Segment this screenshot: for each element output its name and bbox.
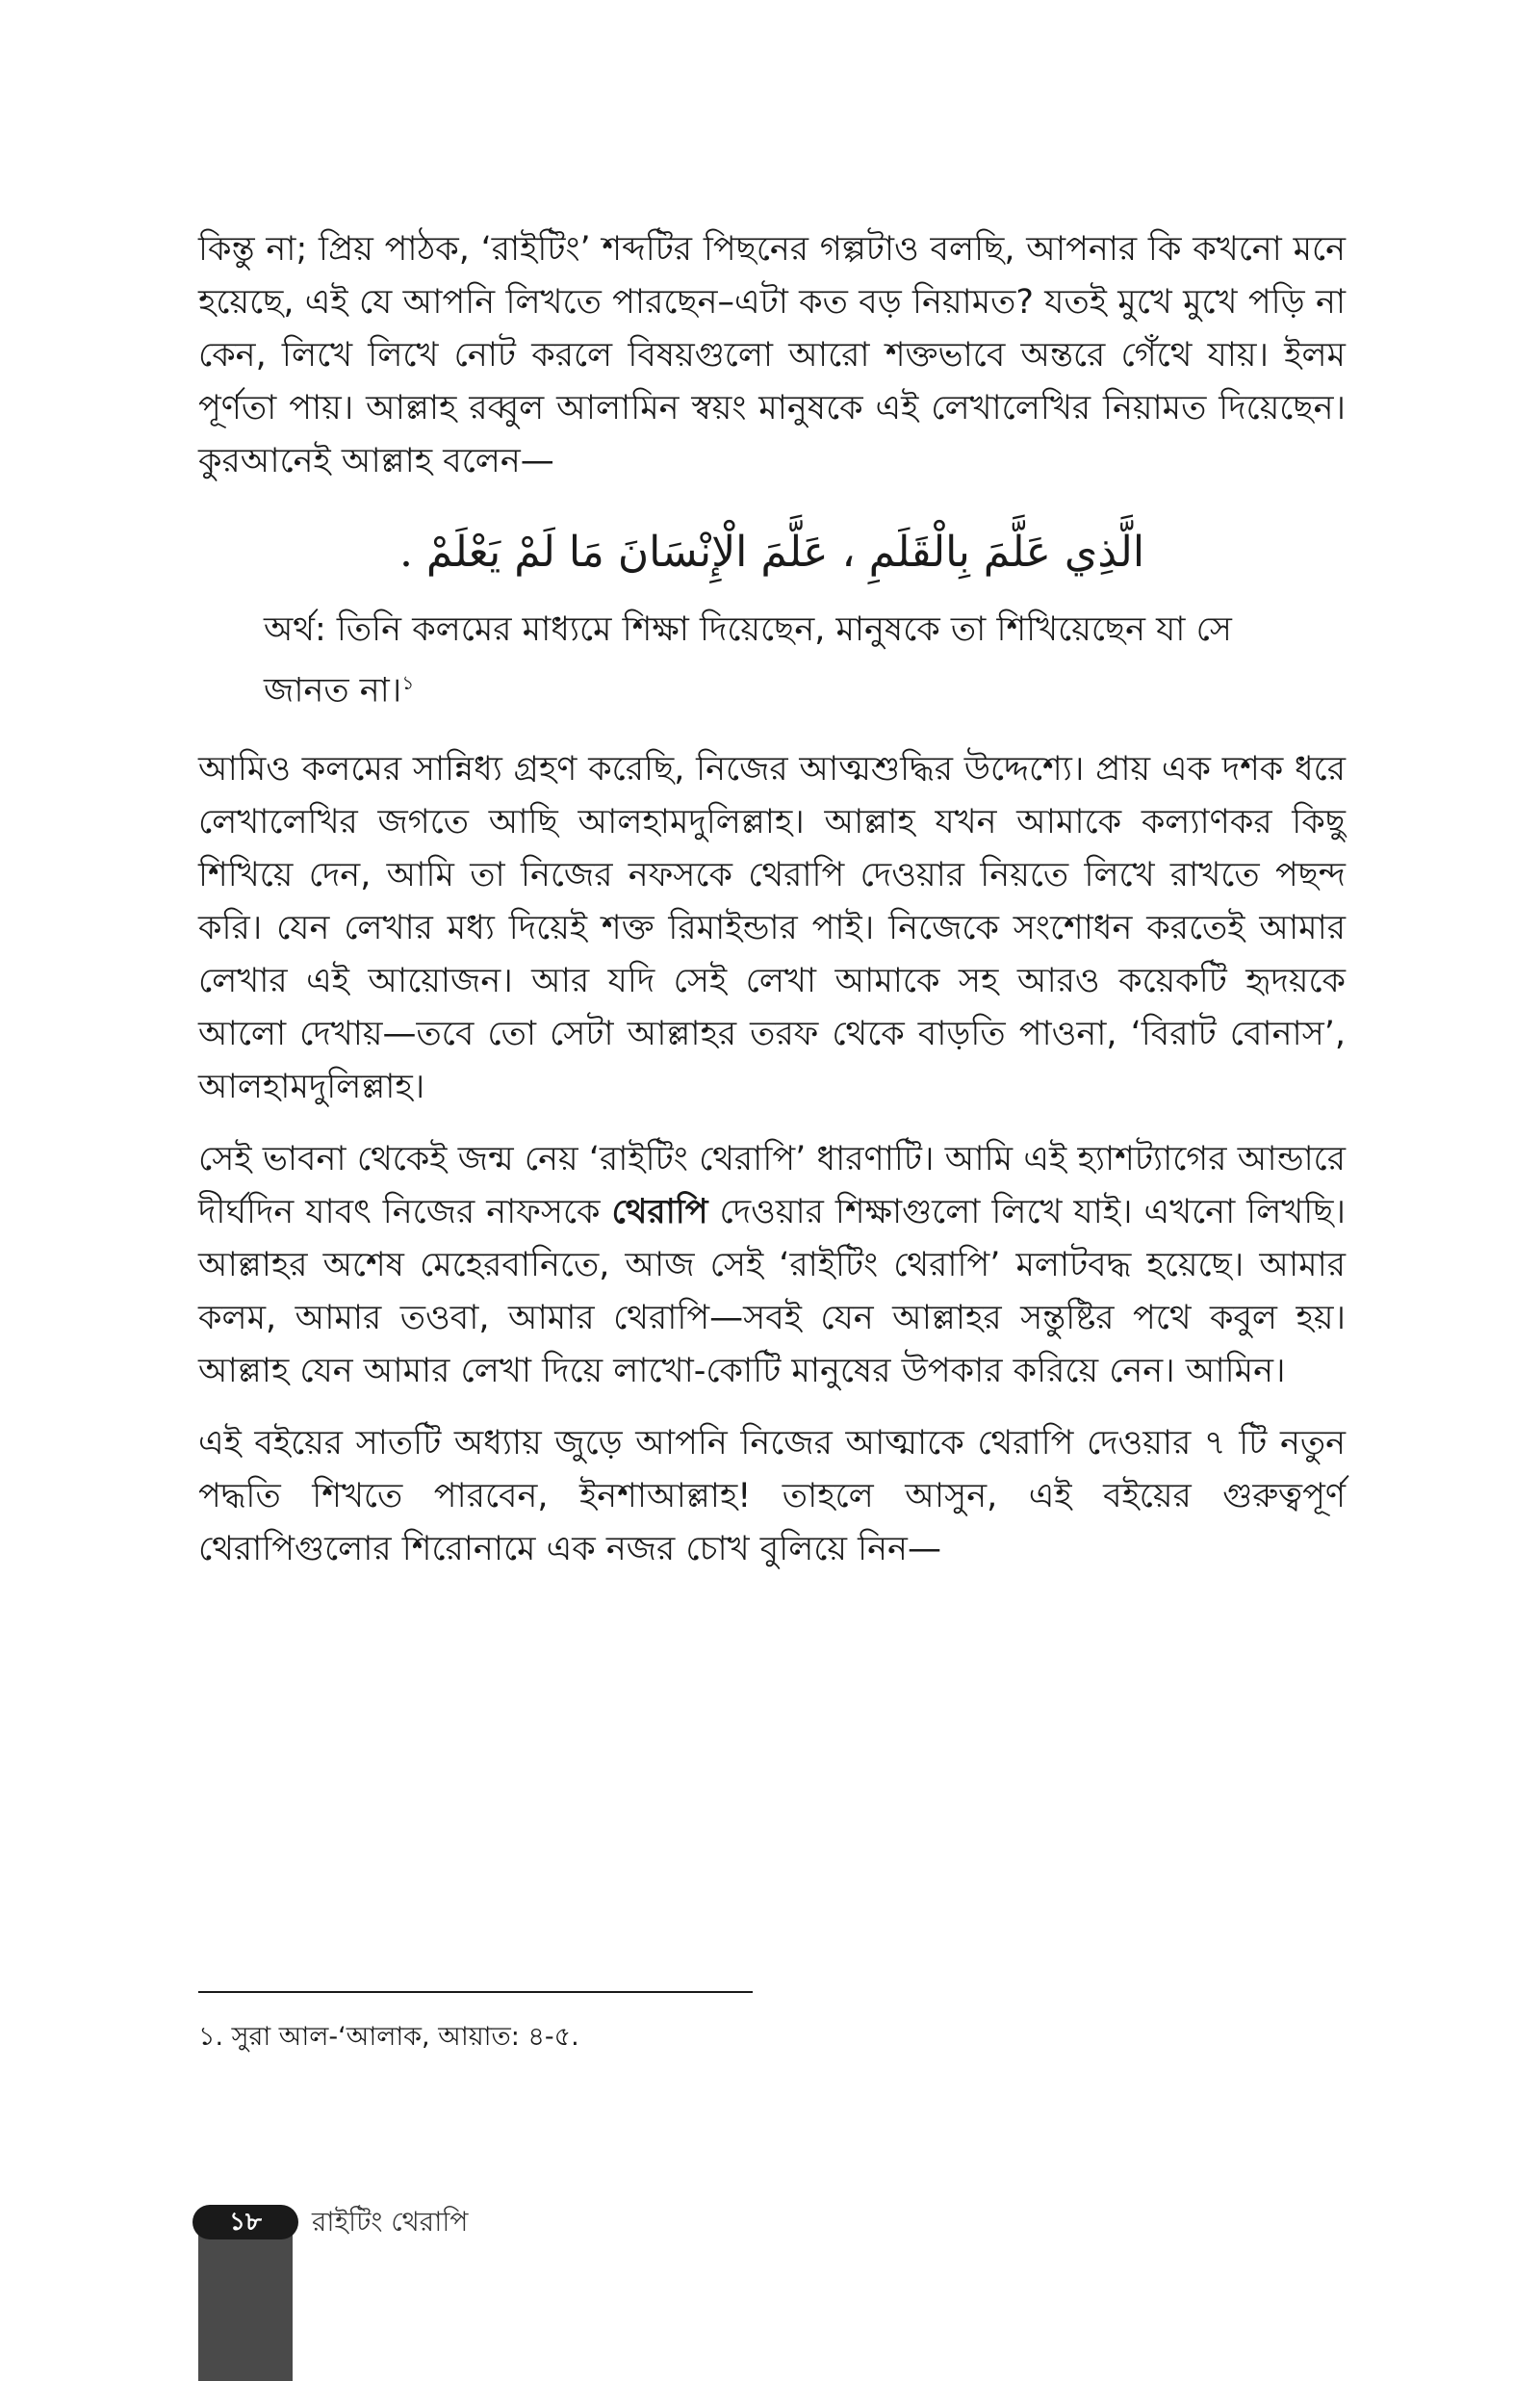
verse-translation	[264, 604, 1265, 718]
page-number-badge: ১৮	[192, 2205, 298, 2239]
footnote-divider	[198, 1991, 753, 1993]
footnote-ref: ১	[401, 671, 415, 694]
paragraph-3-bold: থেরাপি	[611, 1192, 708, 1231]
arabic-verse: الَّذِي عَلَّمَ بِالْقَلَمِ ، عَلَّمَ الْإِنْسَانَ مَا لَمْ يَعْلَمْ .	[398, 528, 1145, 577]
paragraph-3	[198, 1133, 1346, 1398]
paragraph-4: এই বইয়ের সাতটি অধ্যায় জুড়ে আপনি নিজের আত্মাকে থেরাপি দেওয়ার ৭ টি নতুন পদ্ধতি শিখতে পারবেন, ইনশাআল্লাহ! তাহলে আসুন, এই বইয়ের গুরুত্বপূর্ণ থেরাপিগুলোর শিরোনামে এক নজর চোখ বুলিয়ে নিন—	[198, 1423, 1346, 1568]
page-body	[198, 223, 1346, 1595]
translation-text: অর্থ: তিনি কলমের মাধ্যমে শিক্ষা দিয়েছেন, মানুষকে তা শিখিয়েছেন যা সে জানত না।	[264, 610, 1232, 711]
paragraph-3-end: দেওয়ার শিক্ষাগুলো লিখে যাই। এখনো লিখছি। আল্লাহর অশেষ মেহেরবানিতে, আজ সেই ‘রাইটিং থেরাপি’ মলাটবদ্ধ হয়েছে। আমার কলম, আমার তওবা, আমার থেরাপি—সবই যেন আল্লাহর সন্তুষ্টির পথে কবুল হয়। আল্লাহ যেন আমার লেখা দিয়ে লাখো-কোটি মানুষের উপকার করিয়ে নেন। আমিন।	[198, 1192, 1346, 1390]
paragraph-1: কিন্তু না; প্রিয় পাঠক, ‘রাইটিং’ শব্দটির পিছনের গল্পটাও বলছি, আপনার কি কখনো মনে হয়েছে, এই যে আপনি লিখতে পারছেন–এটা কত বড় নিয়ামত? যতই মুখে মুখে পড়ি না কেন, লিখে লিখে নোট করলে বিষয়গুলো আরো শক্তভাবে অন্তরে গেঁথে যায়। ইলম পূর্ণতা পায়। আল্লাহ রব্বুল আলামিন স্বয়ং মানুষকে এই লেখালেখির নিয়ামত দিয়েছেন। কুরআনেই আল্লাহ বলেন—	[198, 230, 1346, 480]
paragraph-3-start: সেই ভাবনা থেকেই জন্ম নেয় ‘রাইটিং থেরাপি’ ধারণাটি। আমি এই হ্যাশট্যাগের আন্ডারে দীর্ঘদিন যাবৎ নিজের নাফসকে	[198, 1139, 1346, 1231]
running-title: রাইটিং থেরাপি	[312, 2206, 469, 2238]
footnote: ১. সুরা আল-‘আলাক, আয়াত: ৪-৫.	[198, 2022, 579, 2052]
paragraph-2: আমিও কলমের সান্নিধ্য গ্রহণ করেছি, নিজের আত্মশুদ্ধির উদ্দেশ্যে। প্রায় এক দশক ধরে লেখালেখির জগতে আছি আলহামদুলিল্লাহ। আল্লাহ যখন আমাকে কল্যাণকর কিছু শিখিয়ে দেন, আমি তা নিজের নফসকে থেরাপি দেওয়ার নিয়তে লিখে রাখতে পছন্দ করি। যেন লেখার মধ্য দিয়েই শক্ত রিমাইন্ডার পাই। নিজেকে সংশোধন করতেই আমার লেখার এই আয়োজন। আর যদি সেই লেখা আমাকে সহ আরও কয়েকটি হৃদয়কে আলো দেখায়—তবে তো সেটা আল্লাহর তরফ থেকে বাড়তি পাওনা, ‘বিরাট বোনাস’, আলহামদুলিল্লাহ।	[198, 749, 1346, 1106]
